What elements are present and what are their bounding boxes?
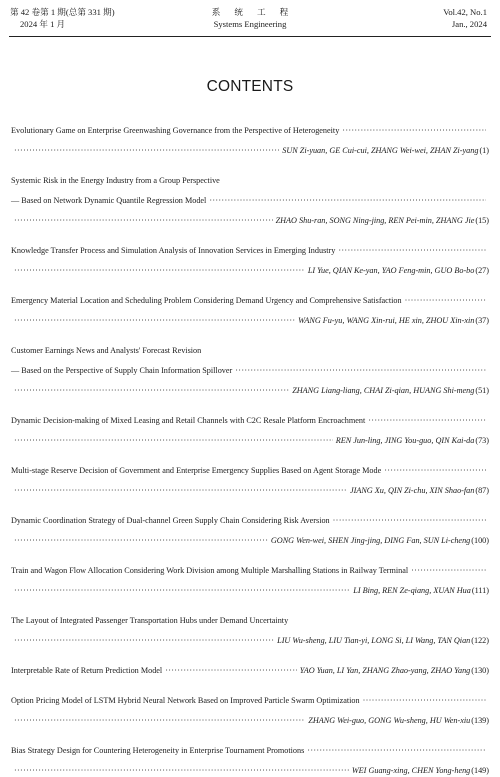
dot-leader [14, 485, 347, 497]
dot-leader [363, 695, 486, 707]
entry-title: Bias Strategy Design for Countering Heterogeneity in Enterprise Tournament Promotions [11, 746, 305, 755]
dot-leader [333, 515, 486, 527]
entry-title: Train and Wagon Flow Allocation Considering Work Division among Multiple Marshalling Stations in Railway Terminal [11, 566, 409, 575]
toc-entry-authors [11, 315, 489, 327]
dot-leader [14, 765, 349, 777]
toc-entry[interactable] [11, 665, 489, 677]
entry-authors: LIU Wu-sheng, LIU Tian-yi, LONG Si, LI Wang, TAN Qian [277, 636, 471, 645]
entry-title: Dynamic Coordination Strategy of Dual-channel Green Supply Chain Considering Risk Aversion [11, 516, 330, 525]
dot-leader [14, 585, 350, 597]
toc-entry[interactable] [11, 615, 489, 627]
entry-title: Emergency Material Location and Scheduling Problem Considering Demand Urgency and Comprehensive Satisfaction [11, 296, 402, 305]
entry-page: (27) [475, 266, 489, 275]
toc-entry[interactable] [11, 695, 489, 707]
entry-page: (111) [471, 586, 489, 595]
dot-leader [338, 245, 486, 257]
dot-leader [14, 535, 268, 547]
dot-leader [405, 295, 486, 307]
entry-subtitle: — Based on the Perspective of Supply Chain Information Spillover [11, 366, 233, 375]
entry-authors: REN Jun-ling, JING You-guo, QIN Kai-da [335, 436, 475, 445]
entry-authors: WANG Fu-yu, WANG Xin-rui, HE xin, ZHOU Xin-xin [298, 316, 475, 325]
entry-authors: JIANG Xu, QIN Zi-chu, XIN Shao-fan [349, 486, 475, 495]
entry-page: (130) [471, 666, 489, 675]
entry-title: Multi-stage Reserve Decision of Government and Enterprise Emergency Supplies Based on Agent Storage Mode [11, 466, 382, 475]
running-header [0, 6, 500, 36]
dot-leader [235, 365, 486, 377]
dot-leader [14, 635, 274, 647]
entry-authors: ZHANG Liang-liang, CHAI Zi-qian, HUANG Shi-meng [292, 386, 475, 395]
toc-entry[interactable] [11, 515, 489, 527]
toc-entry-authors [11, 765, 489, 777]
entry-page: (1) [479, 146, 489, 155]
dot-leader [14, 265, 305, 277]
entry-page: (100) [471, 536, 489, 545]
toc-entry[interactable] [11, 565, 489, 577]
toc-entry-authors [11, 215, 489, 227]
toc-entry[interactable] [11, 175, 489, 187]
date-en: Jan., 2024 [451, 19, 487, 29]
entry-authors: ZHANG Wei-guo, GONG Wu-sheng, HU Wen-xiu [308, 716, 471, 725]
entry-page: (73) [475, 436, 489, 445]
dot-leader [368, 415, 486, 427]
toc-entry-authors [11, 435, 489, 447]
entry-authors: YAO Yuan, LI Yan, ZHANG Zhao-yang, ZHAO Yang [299, 666, 471, 675]
dot-leader [14, 435, 333, 447]
dot-leader [165, 665, 297, 677]
toc-entry-authors [11, 145, 489, 157]
dot-leader [209, 195, 486, 207]
entry-page: (139) [471, 716, 489, 725]
dot-leader [14, 215, 273, 227]
entry-title: Knowledge Transfer Process and Simulation Analysis of Innovation Services in Emerging Industry [11, 246, 336, 255]
dot-leader [14, 315, 295, 327]
toc-entry-authors [11, 635, 489, 647]
dot-leader [307, 745, 486, 757]
toc-entry-subtitle [11, 365, 489, 377]
entry-page: (87) [475, 486, 489, 495]
entry-page: (122) [471, 636, 489, 645]
dot-leader [14, 385, 289, 397]
header-rule [9, 36, 491, 37]
entry-title: The Layout of Integrated Passenger Transportation Hubs under Demand Uncertainty [11, 616, 289, 625]
entry-title: Customer Earnings News and Analysts' Forecast Revision [11, 346, 202, 355]
journal-name-en: Systems Engineering [213, 19, 287, 29]
toc-entry[interactable] [11, 345, 489, 357]
dot-leader [411, 565, 486, 577]
entry-page: (15) [475, 216, 489, 225]
entry-page: (51) [475, 386, 489, 395]
dot-leader [14, 715, 305, 727]
toc-entry-authors [11, 485, 489, 497]
entry-authors: SUN Zi-yuan, GE Cui-cui, ZHANG Wei-wei, ZHAN Zi-yang [282, 146, 479, 155]
date-cn: 2024 年 1 月 [20, 19, 66, 29]
toc-entry-authors [11, 535, 489, 547]
toc-entry-authors [11, 265, 489, 277]
toc-entry[interactable] [11, 125, 489, 137]
journal-name-cn: 系统工程 [211, 7, 303, 17]
entry-title: Systemic Risk in the Energy Industry from a Group Perspective [11, 176, 220, 185]
issue-info-en [443, 6, 487, 30]
volume-issue-en: Vol.42, No.1 [443, 7, 487, 17]
entry-title: Option Pricing Model of LSTM Hybrid Neural Network Based on Improved Particle Swarm Optimization [11, 696, 360, 705]
journal-name [0, 6, 500, 30]
dot-leader [14, 145, 279, 157]
toc-entry[interactable] [11, 745, 489, 757]
toc-entry-subtitle [11, 195, 489, 207]
page-title: CONTENTS [206, 78, 294, 95]
entry-authors: LI Yue, QIAN Ke-yan, YAO Feng-min, GUO Bo-bo [307, 266, 475, 275]
toc-entry-authors [11, 715, 489, 727]
entry-authors: WEI Guang-xing, CHEN Yong-heng [351, 766, 471, 775]
entry-page: (37) [475, 316, 489, 325]
entry-subtitle: — Based on Network Dynamic Quantile Regression Model [11, 196, 207, 205]
dot-leader [384, 465, 486, 477]
entry-title: Interpretable Rate of Return Prediction Model [11, 666, 163, 675]
entry-authors: ZHAO Shu-ran, SONG Ning-jing, REN Pei-min, ZHANG Jie [275, 216, 475, 225]
entry-authors: LI Bing, REN Ze-qiang, XUAN Hua [353, 586, 471, 595]
toc-entry[interactable] [11, 295, 489, 307]
entry-title: Evolutionary Game on Enterprise Greenwashing Governance from the Perspective of Heterogeneity [11, 126, 340, 135]
toc-entry-authors [11, 385, 489, 397]
entry-title: Dynamic Decision-making of Mixed Leasing and Retail Channels with C2C Resale Platform Encroachment [11, 416, 366, 425]
entry-page: (149) [471, 766, 489, 775]
dot-leader [342, 125, 486, 137]
toc-entry-authors [11, 585, 489, 597]
toc-entry[interactable] [11, 415, 489, 427]
toc-entry[interactable] [11, 245, 489, 257]
entry-authors: GONG Wen-wei, SHEN Jing-jing, DING Fan, SUN Li-cheng [270, 536, 471, 545]
toc-entry[interactable] [11, 465, 489, 477]
volume-issue-cn: 第 42 卷第 1 期(总第 331 期) [10, 7, 115, 17]
